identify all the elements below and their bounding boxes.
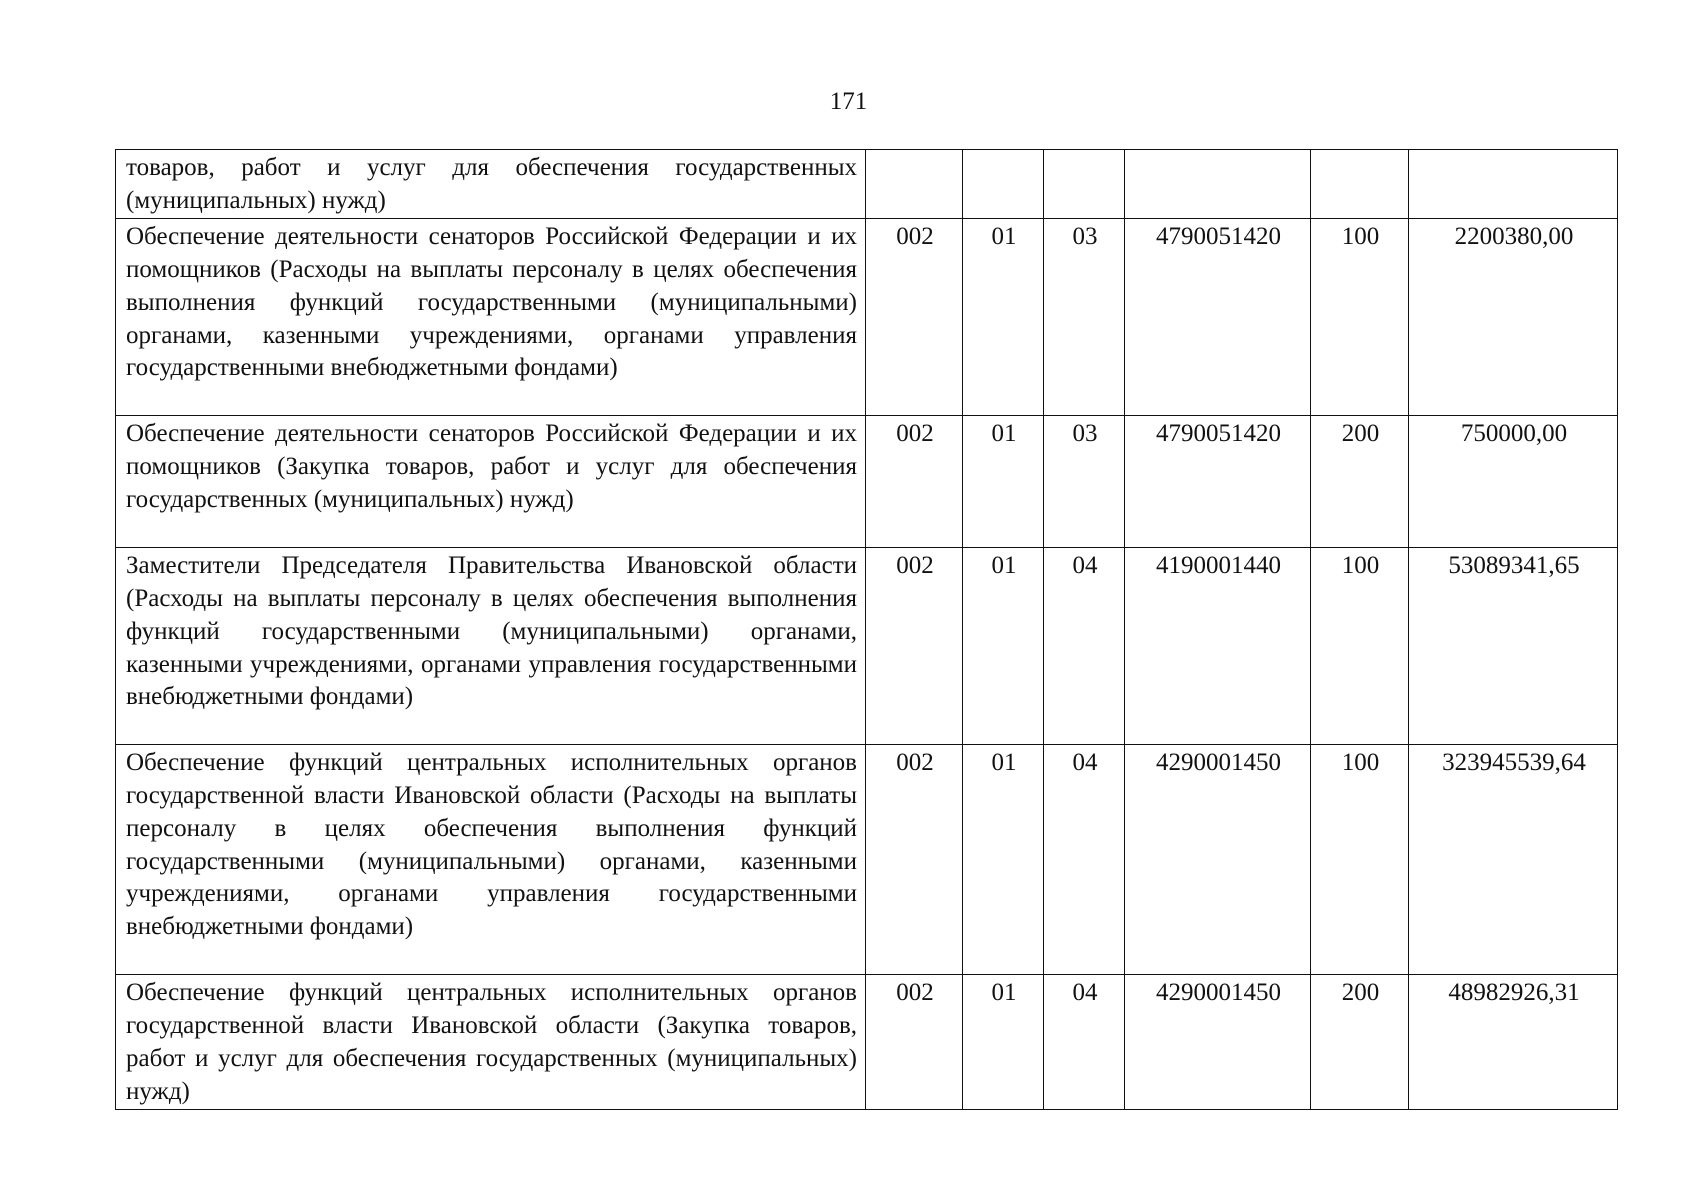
table-row [116,975,1618,1110]
row-description: Заместители Председателя Правительства Ивановской области (Расходы на выплаты персоналу в целях обеспечения выполнения функций государственными (муниципальными) органами, казенными учреждениями, органами управления государственными внебюджетными фондами) [116,548,866,745]
amount: 750000,00 [1409,416,1618,548]
subsection-code: 04 [1044,548,1125,745]
subsection-code: 03 [1044,219,1125,416]
target-article-code [1125,150,1311,219]
section-code: 01 [963,219,1044,416]
expense-type-code: 100 [1311,548,1409,745]
table-row [116,548,1618,745]
expense-type-code: 200 [1311,975,1409,1110]
table-row [116,150,1618,219]
subsection-code [1044,150,1125,219]
target-article-code: 4790051420 [1125,219,1311,416]
budget-table [115,149,1618,1110]
ministry-code: 002 [866,219,963,416]
expense-type-code [1311,150,1409,219]
section-code: 01 [963,416,1044,548]
expense-type-code: 100 [1311,745,1409,975]
target-article-code: 4290001450 [1125,745,1311,975]
row-description: Обеспечение функций центральных исполнительных органов государственной власти Ивановской области (Закупка товаров, работ и услуг для обеспечения государственных (муниципальных) нужд) [116,975,866,1110]
amount: 48982926,31 [1409,975,1618,1110]
amount: 323945539,64 [1409,745,1618,975]
row-description: Обеспечение деятельности сенаторов Российской Федерации и их помощников (Закупка товаров, работ и услуг для обеспечения государственных (муниципальных) нужд) [116,416,866,548]
ministry-code: 002 [866,416,963,548]
table-row [116,745,1618,975]
ministry-code: 002 [866,975,963,1110]
ministry-code [866,150,963,219]
subsection-code: 04 [1044,975,1125,1110]
ministry-code: 002 [866,548,963,745]
expense-type-code: 100 [1311,219,1409,416]
target-article-code: 4790051420 [1125,416,1311,548]
amount: 53089341,65 [1409,548,1618,745]
amount [1409,150,1618,219]
row-description: Обеспечение функций центральных исполнительных органов государственной власти Ивановской области (Расходы на выплаты персоналу в целях обеспечения выполнения функций государственными (муниципальными) органами, казенными учреждениями, органами управления государственными внебюджетными фондами) [116,745,866,975]
section-code: 01 [963,548,1044,745]
page-number: 171 [829,88,868,115]
table-row [116,219,1618,416]
section-code: 01 [963,975,1044,1110]
row-description: Обеспечение деятельности сенаторов Российской Федерации и их помощников (Расходы на выплаты персоналу в целях обеспечения выполнения функций государственными (муниципальными) органами, казенными учреждениями, органами управления государственными внебюджетными фондами) [116,219,866,416]
subsection-code: 04 [1044,745,1125,975]
target-article-code: 4290001450 [1125,975,1311,1110]
section-code [963,150,1044,219]
ministry-code: 002 [866,745,963,975]
expense-type-code: 200 [1311,416,1409,548]
section-code: 01 [963,745,1044,975]
subsection-code: 03 [1044,416,1125,548]
row-description: товаров, работ и услуг для обеспечения государственных (муниципальных) нужд) [116,150,866,219]
amount: 2200380,00 [1409,219,1618,416]
target-article-code: 4190001440 [1125,548,1311,745]
table-row [116,416,1618,548]
